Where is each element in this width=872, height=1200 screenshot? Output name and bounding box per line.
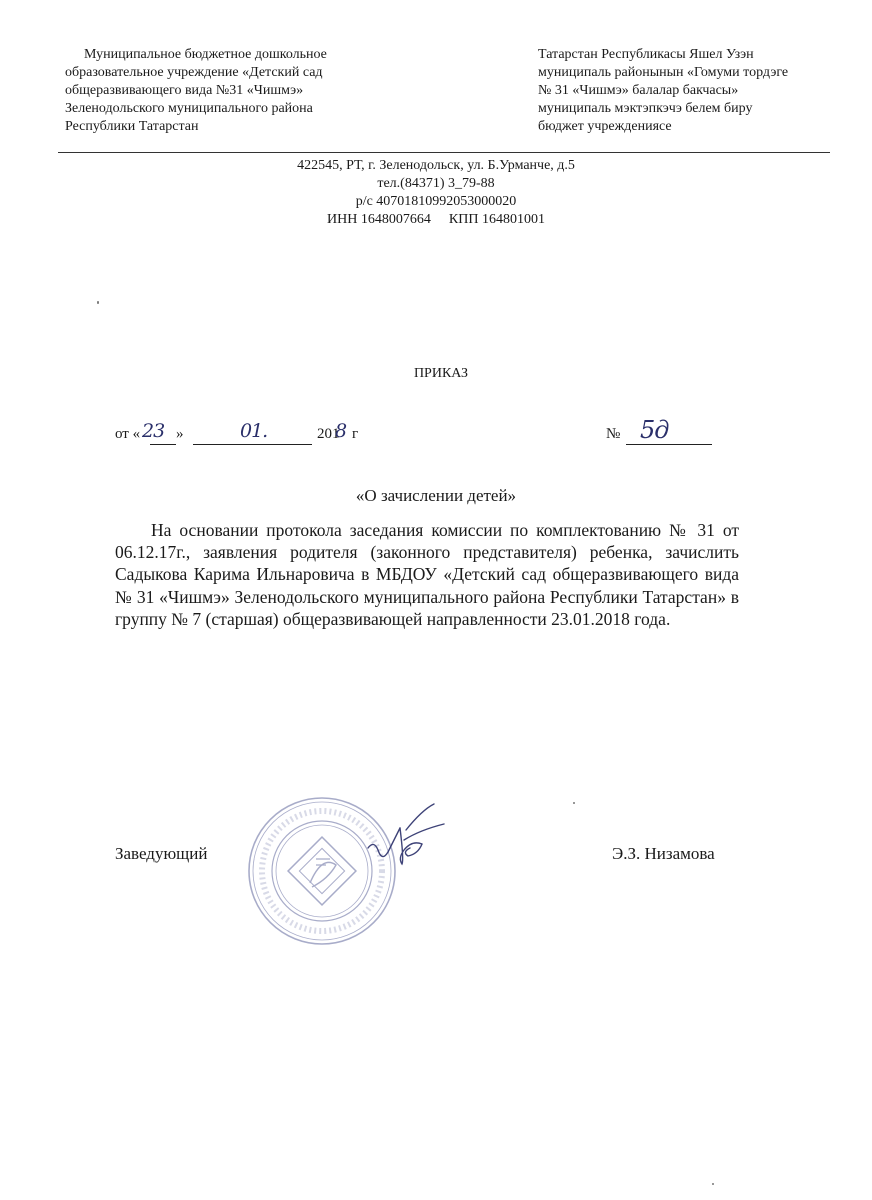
- signatory-position: Заведующий: [115, 844, 208, 863]
- header-right-line: муниципаль мэктэпкэчэ белем биру: [538, 101, 753, 116]
- header-left-line: Республики Татарстан: [65, 119, 199, 134]
- number-underline: [626, 444, 712, 445]
- header-divider: [58, 152, 830, 153]
- header-left-org-name: [65, 46, 327, 136]
- kpp: КПП 164801001: [448, 212, 545, 227]
- date-month-handwritten: 01.: [240, 420, 268, 442]
- signatory-name: Э.З. Низамова: [612, 844, 715, 863]
- header-right-line: Татарстан Республикасы Яшел Узэн: [538, 47, 754, 62]
- header-contact-block: [0, 157, 872, 229]
- header-right-line: муниципаль районынын «Гомуми тордэге: [538, 65, 789, 80]
- order-number-label: №: [606, 426, 621, 442]
- scan-speck: [97, 302, 99, 304]
- date-day-handwritten: 23: [142, 420, 165, 442]
- header-right-line: № 31 «Чишмэ» балалар бакчасы»: [538, 83, 739, 98]
- header-right-line: бюджет учреждениясе: [538, 119, 672, 134]
- address: 422545, РТ, г. Зеленодольск, ул. Б.Урманче, д.5: [297, 158, 575, 173]
- day-underline: [150, 444, 176, 445]
- header-left-line: Зеленодольского муниципального района: [65, 101, 313, 116]
- phone: тел.(84371) 3_79-88: [377, 176, 495, 191]
- order-body-text: На основании протокола заседания комиссии по комплектованию № 31 от 06.12.17г., заявления родителя (законного представителя) ребенка, зачислить Садыкова Карима Ильнаровича в МБДОУ «Детский сад общеразвивающего вида № 31 «Чишмэ» Зеленодольского муниципального района Республики Татарстан» в группу № 7 (старшая) общеразвивающей направленности 23.01.2018 года.: [115, 520, 739, 629]
- order-number-handwritten: 5д: [640, 416, 669, 444]
- director-handwritten-signature: [362, 800, 462, 872]
- order-subject: «О зачислении детей»: [355, 486, 517, 505]
- date-prefix: от «: [115, 426, 141, 442]
- header-left-line: образовательное учреждение «Детский сад: [65, 65, 323, 80]
- inn: ИНН 1648007664: [327, 212, 431, 227]
- date-quote-close: »: [176, 426, 184, 442]
- header-right-org-name: [538, 46, 788, 136]
- header-left-line: общеразвивающего вида №31 «Чишмэ»: [65, 83, 304, 98]
- scan-speck: [573, 802, 575, 804]
- month-underline: [193, 444, 312, 445]
- scan-speck: [712, 1183, 714, 1185]
- tax-ids: [0, 211, 872, 229]
- document-title: ПРИКАЗ: [413, 366, 469, 381]
- date-year-prefix: 201: [317, 426, 340, 442]
- date-year-suffix: г: [352, 426, 359, 442]
- bank-account: р/с 40701810992053000020: [355, 194, 517, 209]
- date-year-handwritten: 8: [335, 420, 347, 442]
- header-left-line: Муниципальное бюджетное дошкольное: [84, 47, 327, 62]
